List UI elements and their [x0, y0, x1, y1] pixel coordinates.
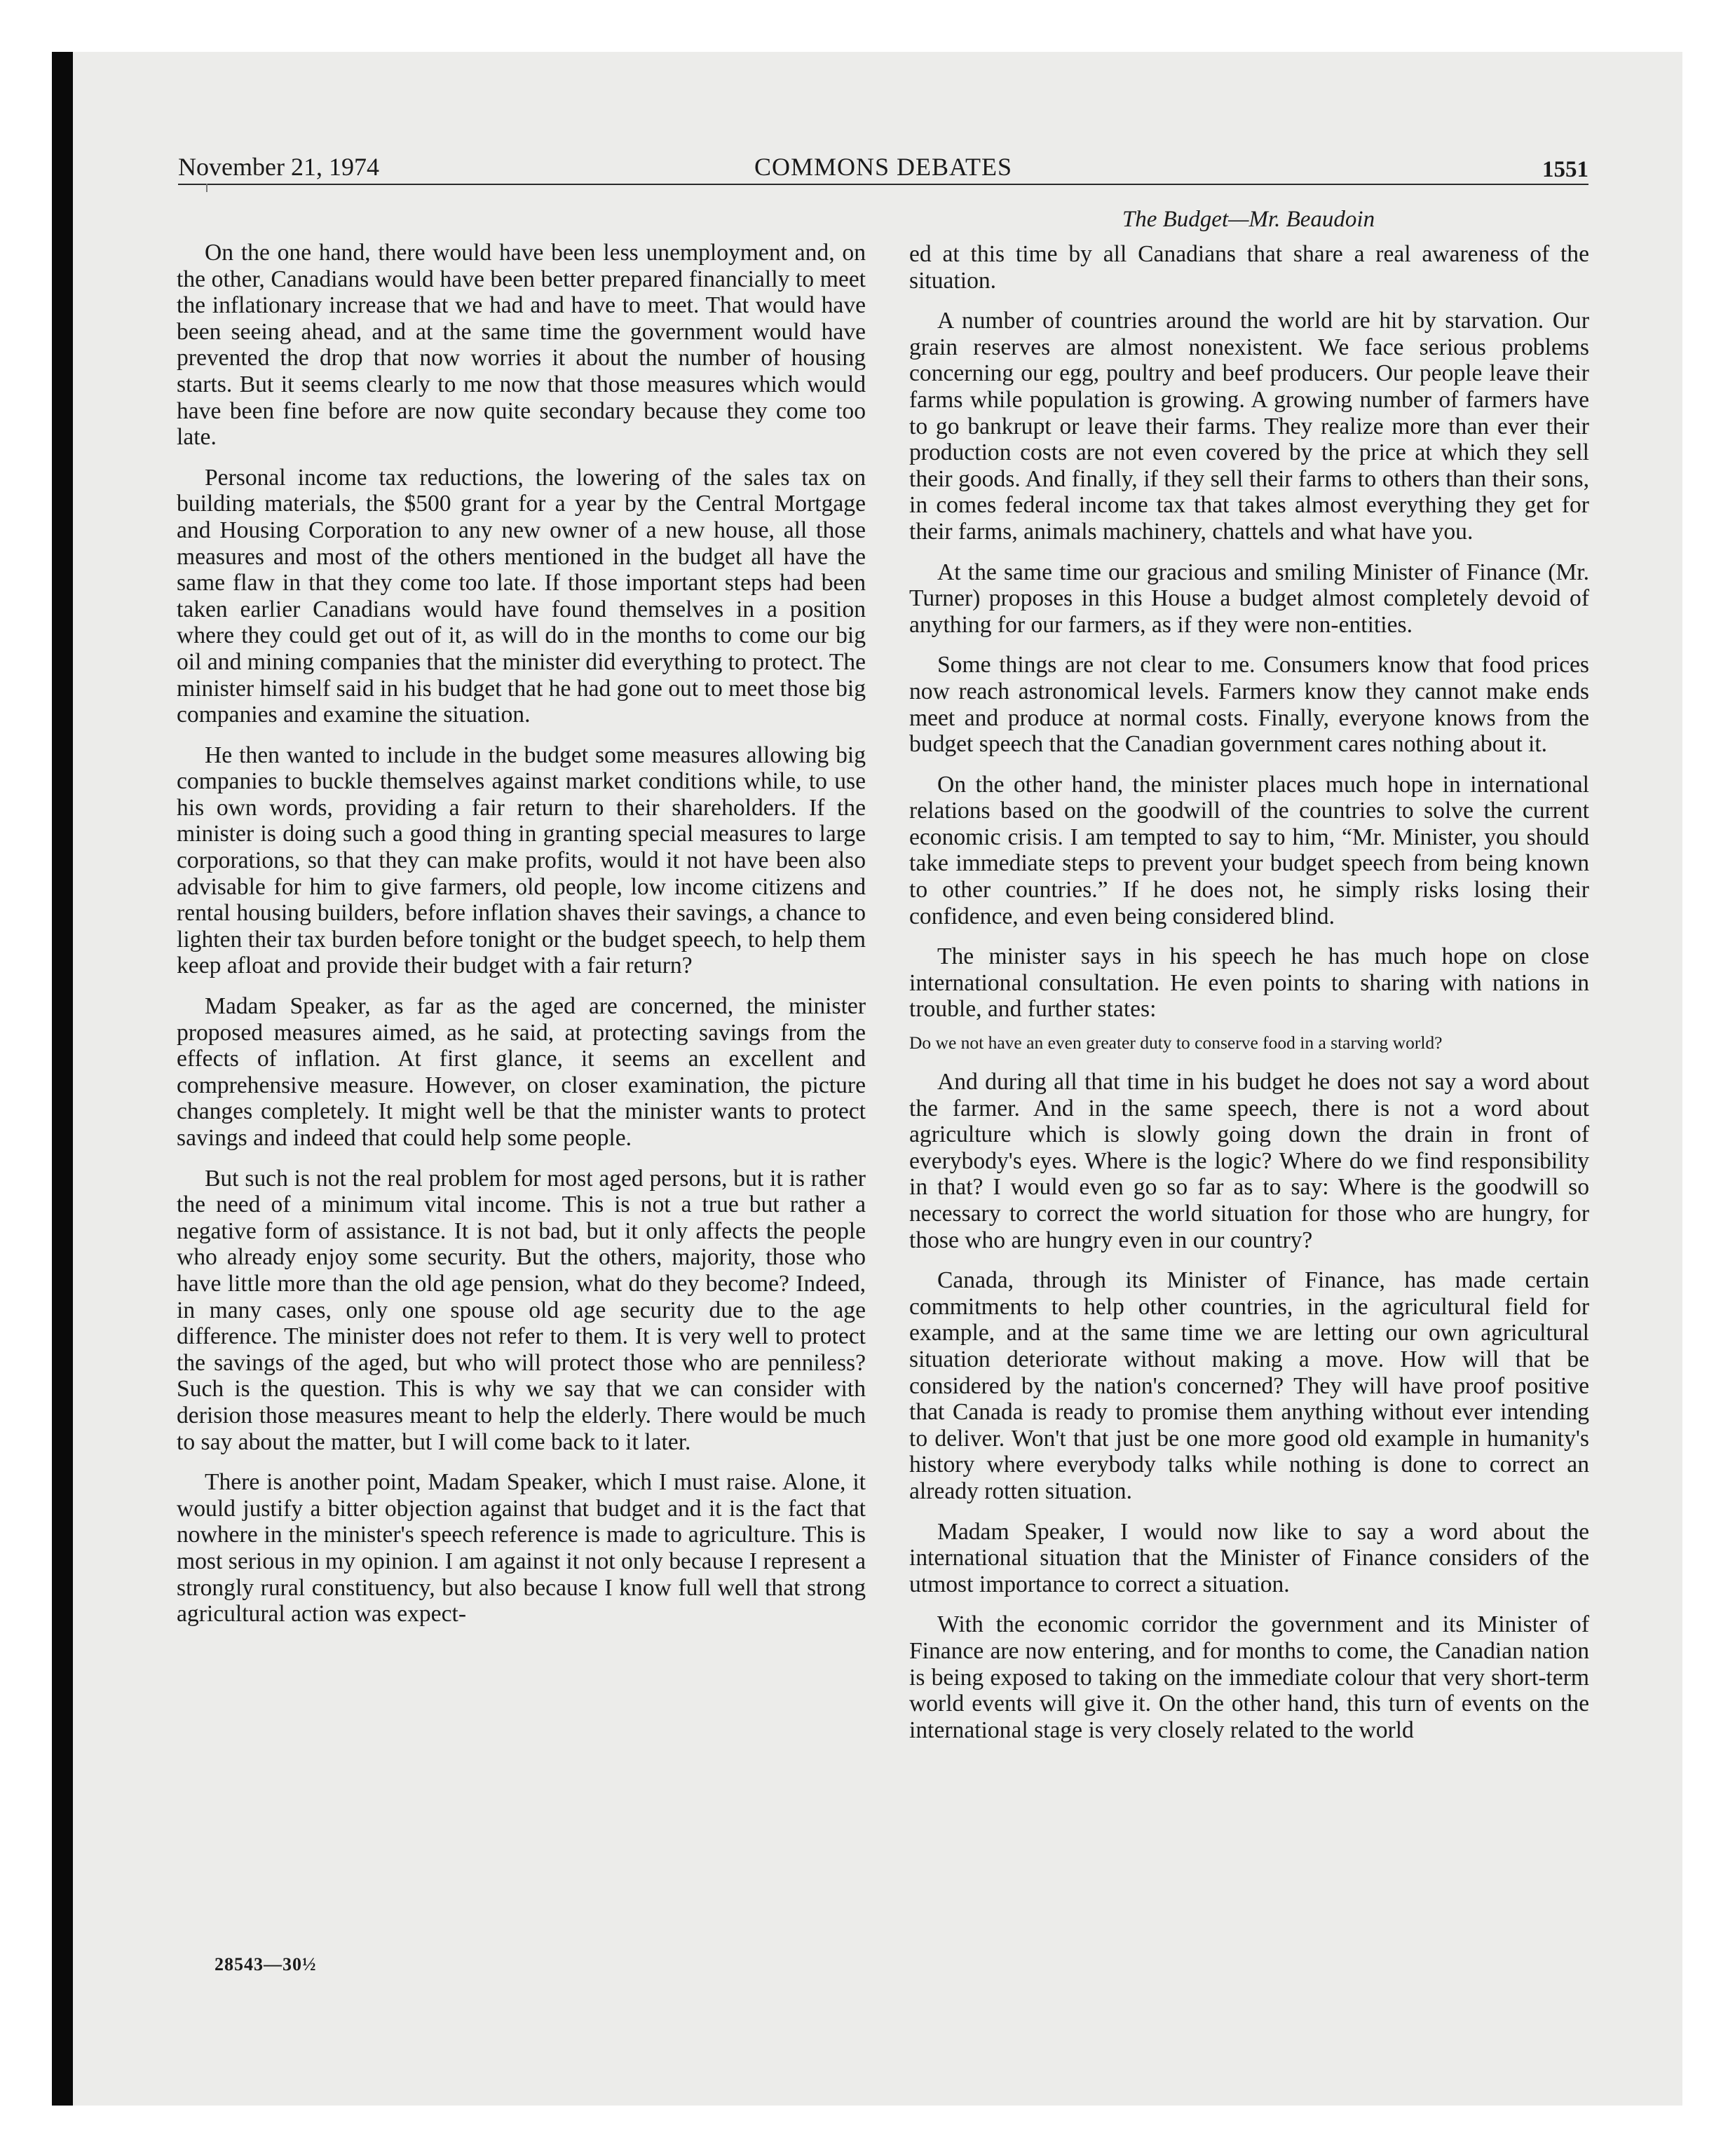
paragraph: He then wanted to include in the budget some measures allowing big companies to buckle themselves against market conditions while, to use his own words, providing a fair return to their shareholders. If the minister is doing such a good thing in granting special measures to large corporations, so that they can make profits, would it not have been also advisable for him to give farmers, old people, low income citizens and rental housing builders, before inflation shaves their savings, a chance to lighten their tax burden before tonight or the budget speech, to help them keep afloat and provide their budget with a fair return? — [177, 742, 866, 979]
paragraph: Madam Speaker, as far as the aged are concerned, the minister proposed measures aimed, as he said, at protecting savings from the effects of inflation. At first glance, it seems an excellent and comprehensive measure. However, on closer examination, the picture changes completely. It might well be that the minister wants to protect savings and indeed that could help some people. — [177, 993, 866, 1151]
left-column — [177, 240, 866, 1642]
header-date: November 21, 1974 — [178, 153, 379, 181]
paragraph: A number of countries around the world are hit by starvation. Our grain reserves are almost nonexistent. We face serious problems concerning our egg, poultry and beef producers. Our people leave their farms while population is growing. A growing number of farmers have to go bankrupt or leave their farms. They realize more than ever their production costs are not even covered by the price at which they sell their goods. And finally, if they sell their farms to others than their sons, in comes federal income tax that takes almost everything they get for their farms, animals machinery, chattels and what have you. — [909, 308, 1589, 545]
paragraph: Personal income tax reductions, the lowering of the sales tax on building materials, the $500 grant for a year by the Central Mortgage and Housing Corporation to any new owner of a new house, all those measures and most of the others mentioned in the budget all have the same flaw in that they come too late. If those important steps had been taken earlier Canadians would have found themselves in a position where they could get out of it, as will do in the months to come our big oil and mining companies that the minister did everything to protect. The minister himself said in his budget that he had gone out to meet those big companies and examine the situation. — [177, 464, 866, 728]
paragraph: With the economic corridor the government and its Minister of Finance are now entering, and for months to come, the Canadian nation is being exposed to taking on the immediate colour that very short-term world events will give it. On the other hand, this turn of events on the international stage is very closely related to the world — [909, 1611, 1589, 1743]
paragraph: The minister says in his speech he has much hope on close international consultation. He even points to sharing with nations in trouble, and further states: — [909, 943, 1589, 1023]
paragraph-continuation: ed at this time by all Canadians that share a real awareness of the situation. — [909, 241, 1589, 294]
paragraph: On the one hand, there would have been less unemployment and, on the other, Canadians would have been better prepared financially to meet the inflationary increase that we had and have to meet. That would have been seeing ahead, and at the same time the government would have prevented the drop that now worries it about the number of housing starts. But it seems clearly to me now that those measures which would have been fine before are now quite secondary because they come too late. — [177, 240, 866, 451]
paragraph: There is another point, Madam Speaker, which I must raise. Alone, it would justify a bitter objection against that budget and it is the fact that nowhere in the minister's speech reference is made to agriculture. This is most serious in my opinion. I am against it not only because I represent a strongly rural constituency, but also because I know full well that strong agricultural action was expect- — [177, 1469, 866, 1628]
page-header — [178, 151, 1588, 185]
paragraph: But such is not the real problem for most aged persons, but it is rather the need of a minimum vital income. This is not a true but rather a negative form of assistance. It is not bad, but it only affects the people who already enjoy some security. But the others, majority, those who have little more than the old age pension, what do they become? Indeed, in many cases, only one spouse old age security due to the age difference. The minister does not refer to them. It is very well to protect the savings of the aged, but who will protect those who are penniless? Such is the question. This is why we say that we can consider with derision those measures meant to help the elderly. There would be much to say about the matter, but I will come back to it later. — [177, 1165, 866, 1455]
right-column — [909, 241, 1589, 1757]
paragraph: Some things are not clear to me. Consumers know that food prices now reach astronomical levels. Farmers know they cannot make ends meet and produce at normal costs. Finally, everyone knows from the budget speech that the Canadian government cares nothing about it. — [909, 652, 1589, 758]
paragraph: Canada, through its Minister of Finance, has made certain commitments to help other countries, in the agricultural field for example, and at the same time we are letting our own agricultural situation deteriorate without making a move. How will that be considered by the nation's concerned? They will have proof positive that Canada is ready to promise them anything without ever intending to deliver. Won't that just be one more good old example in humanity's history where everybody talks while nothing is done to correct an already rotten situation. — [909, 1267, 1589, 1504]
footer-print-code: 28543—30½ — [215, 1954, 317, 1974]
paragraph: Madam Speaker, I would now like to say a word about the international situation that the Minister of Finance considers of the utmost importance to correct a situation. — [909, 1518, 1589, 1597]
paragraph: And during all that time in his budget he does not say a word about the farmer. And in the same speech, there is not a word about agriculture which is slowly going down the drain in front of everybody's eyes. Where is the logic? Where do we find responsibility in that? I would even go so far as to say: Where is the goodwill so necessary to correct the world situation for those who are hungry, for those who are hungry even in our country? — [909, 1069, 1589, 1253]
paragraph: On the other hand, the minister places much hope in international relations based on the goodwill of the countries to solve the current economic crisis. I am tempted to say to him, “Mr. Minister, you should take immediate steps to prevent your budget speech from being known to other countries.” If he does not, he simply risks losing their confidence, and even being considered blind. — [909, 771, 1589, 929]
paragraph: At the same time our gracious and smiling Minister of Finance (Mr. Turner) proposes in this House a budget almost completely devoid of anything for our farmers, as if they were non-entities. — [909, 559, 1589, 638]
scan-border — [52, 52, 73, 2106]
header-rule-mark — [206, 184, 207, 192]
running-subheading: The Budget—Mr. Beaudoin — [1122, 207, 1375, 232]
header-page-number: 1551 — [1542, 157, 1588, 182]
block-quote: Do we not have an even greater duty to conserve food in a starving world? — [909, 1032, 1443, 1053]
header-journal-title: COMMONS DEBATES — [754, 153, 1013, 181]
